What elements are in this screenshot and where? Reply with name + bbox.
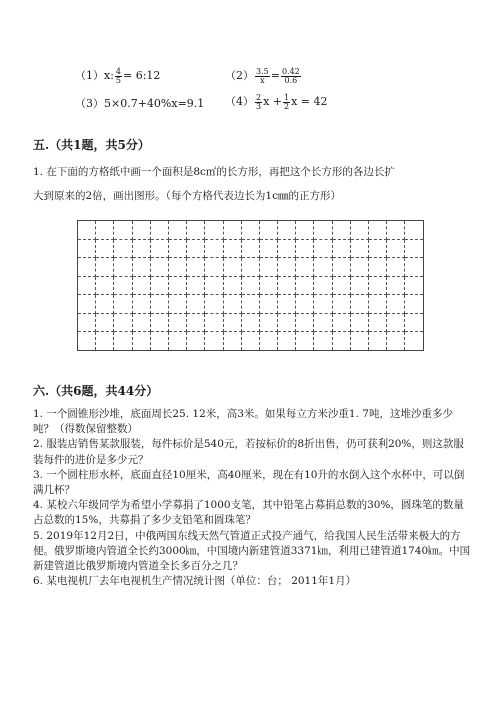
grid-cell[interactable]: [369, 295, 387, 314]
equation-4-rhs: x = 42: [291, 95, 328, 108]
grid-cell[interactable]: [78, 313, 96, 332]
numerator: 3.5: [256, 66, 269, 76]
grid-cell[interactable]: [168, 332, 186, 351]
grid-cell[interactable]: [223, 239, 241, 258]
grid-cell[interactable]: [96, 295, 114, 314]
grid-cell[interactable]: [96, 313, 114, 332]
grid-cell[interactable]: [78, 221, 96, 240]
grid-cell[interactable]: [187, 332, 205, 351]
grid-cell[interactable]: [168, 313, 186, 332]
grid-row: [78, 258, 424, 277]
fraction: [283, 94, 290, 111]
grid-cell[interactable]: [278, 258, 296, 277]
grid-cell[interactable]: [369, 276, 387, 295]
grid-cell[interactable]: [150, 221, 168, 240]
grid-cell[interactable]: [241, 332, 259, 351]
grid-cell[interactable]: [350, 313, 368, 332]
grid-row: [78, 332, 424, 351]
grid-row: [78, 295, 424, 314]
equation-4: [225, 93, 328, 111]
equals-sign: =: [270, 69, 280, 82]
denominator: 0.6: [284, 75, 298, 85]
fraction: [115, 68, 122, 85]
grid-cell[interactable]: [96, 276, 114, 295]
grid-cell[interactable]: [405, 313, 423, 332]
grid-cell[interactable]: [96, 239, 114, 258]
grid-cell[interactable]: [187, 221, 205, 240]
grid-cell[interactable]: [78, 295, 96, 314]
question-line: 1. 在下面的方格纸中画一个面积是8c㎡的长方形，再把这个长方形的各边长扩: [33, 166, 395, 178]
numerator: 2: [256, 92, 262, 102]
grid-row: [78, 239, 424, 258]
grid-cell[interactable]: [296, 221, 314, 240]
grid-cell[interactable]: [350, 258, 368, 277]
grid-cell[interactable]: [205, 258, 223, 277]
section-5-title: 五.（共1题，共5分）: [33, 138, 150, 152]
grid-cell[interactable]: [114, 332, 132, 351]
grid-cell[interactable]: [278, 313, 296, 332]
grid-cell[interactable]: [187, 258, 205, 277]
question-item: 6. 某电视机厂去年电视机生产情况统计图（单位：台； 2011年1月）: [33, 575, 357, 588]
grid-cell[interactable]: [223, 276, 241, 295]
grid-cell[interactable]: [332, 239, 350, 258]
fraction: [281, 68, 301, 85]
numerator: 4: [115, 66, 122, 76]
grid-cell[interactable]: [205, 221, 223, 240]
equation-3-text: 5×0.7+40%x=9.1: [104, 97, 205, 110]
grid-cell[interactable]: [132, 295, 150, 314]
grid-cell[interactable]: [387, 258, 405, 277]
grid-cell[interactable]: [132, 239, 150, 258]
grid-cell[interactable]: [114, 276, 132, 295]
equation-3: [75, 95, 204, 111]
grid-cell[interactable]: [241, 258, 259, 277]
grid-cell[interactable]: [278, 276, 296, 295]
grid-cell[interactable]: [405, 239, 423, 258]
grid-cell[interactable]: [387, 295, 405, 314]
grid-cell[interactable]: [168, 295, 186, 314]
grid-cell[interactable]: [187, 239, 205, 258]
grid-cell[interactable]: [278, 295, 296, 314]
grid-cell[interactable]: [405, 332, 423, 351]
grid-cell[interactable]: [187, 276, 205, 295]
grid-cell[interactable]: [150, 276, 168, 295]
grid-cell[interactable]: [314, 313, 332, 332]
grid-cell[interactable]: [296, 295, 314, 314]
grid-cell[interactable]: [78, 258, 96, 277]
grid-cell[interactable]: [150, 332, 168, 351]
grid-cell[interactable]: [132, 276, 150, 295]
grid-cell[interactable]: [332, 276, 350, 295]
grid-cell[interactable]: [405, 276, 423, 295]
grid-cell[interactable]: [369, 221, 387, 240]
denominator: 5: [115, 75, 122, 85]
fraction: [255, 68, 270, 85]
grid-cell[interactable]: [114, 313, 132, 332]
grid-cell[interactable]: [150, 295, 168, 314]
grid-cell[interactable]: [387, 221, 405, 240]
grid-cell[interactable]: [132, 313, 150, 332]
grid-cell[interactable]: [241, 276, 259, 295]
grid-cell[interactable]: [168, 221, 186, 240]
grid-cell[interactable]: [405, 221, 423, 240]
grid-cell[interactable]: [205, 313, 223, 332]
grid-cell[interactable]: [223, 221, 241, 240]
grid-cell[interactable]: [314, 221, 332, 240]
question-item: 3. 一个圆柱形水杯，底面直径10厘米，高40厘米，现在有10升的水倒入这个水杯中，可以倒满几杯？: [33, 468, 465, 497]
equation-1-label: （1）: [75, 69, 104, 82]
grid-cell[interactable]: [296, 258, 314, 277]
grid-cell[interactable]: [350, 239, 368, 258]
grid-cell[interactable]: [332, 313, 350, 332]
grid-cell[interactable]: [296, 239, 314, 258]
question-item: 4. 某校六年级同学为希望小学募捐了1000支笔，其中铅笔占募捐总数的30%，圆珠笔的数量占总数的15%，共募捐了多少支铅笔和圆珠笔？: [33, 499, 464, 527]
question-item: 5. 2019年12月2日，中俄两国东线天然气管道正式投产通气，给我国人民生活带来极大的方便。俄罗斯境内管道全长约3000㎞，中国境内新建管道3371㎞，利用已建管道1740㎞。中国新建管道比俄罗斯境内管道全长多百分之几？: [33, 529, 471, 573]
denominator: x: [260, 75, 265, 85]
grid-cell[interactable]: [259, 313, 277, 332]
grid-cell[interactable]: [223, 332, 241, 351]
grid-cell[interactable]: [332, 295, 350, 314]
grid-cell[interactable]: [369, 239, 387, 258]
grid-cell[interactable]: [223, 313, 241, 332]
grid-cell[interactable]: [241, 295, 259, 314]
grid-cell[interactable]: [259, 295, 277, 314]
grid-cell[interactable]: [168, 258, 186, 277]
grid-cell[interactable]: [96, 258, 114, 277]
grid-cell[interactable]: [205, 276, 223, 295]
equation-2-label: （2）: [225, 69, 254, 82]
equation-1-rhs: = 6:12: [123, 69, 161, 82]
grid-cell[interactable]: [296, 332, 314, 351]
grid-cell[interactable]: [259, 276, 277, 295]
grid-cell[interactable]: [332, 221, 350, 240]
grid-cell[interactable]: [150, 313, 168, 332]
grid-cell[interactable]: [132, 221, 150, 240]
grid-cell[interactable]: [187, 313, 205, 332]
grid-cell[interactable]: [314, 276, 332, 295]
numerator: 0.42: [281, 66, 300, 76]
grid-cell[interactable]: [205, 239, 223, 258]
grid-cell[interactable]: [205, 295, 223, 314]
equation-3-label: （3）: [75, 97, 104, 110]
question-line: 大到原来的2倍，画出图形。（每个方格代表边长为1c㎜的正方形）: [33, 190, 341, 202]
grid-cell[interactable]: [114, 258, 132, 277]
grid-paper[interactable]: [77, 220, 424, 351]
grid-cell[interactable]: [168, 239, 186, 258]
grid-cell[interactable]: [332, 332, 350, 351]
grid-cell[interactable]: [296, 276, 314, 295]
grid-cell[interactable]: [187, 295, 205, 314]
grid-cell[interactable]: [405, 258, 423, 277]
grid-cell[interactable]: [278, 332, 296, 351]
equation-2: [225, 67, 302, 85]
grid-cell[interactable]: [369, 313, 387, 332]
question-item: 2. 服装店销售某款服装，每件标价是540元，若按标价的8折出售，仍可获利20%，则这款服装每件的进价是多少元？: [33, 438, 464, 466]
numerator: 1: [284, 92, 290, 102]
grid-cell[interactable]: [223, 258, 241, 277]
grid-row: [78, 276, 424, 295]
grid-row: [78, 221, 424, 240]
grid-cell[interactable]: [314, 332, 332, 351]
grid-cell[interactable]: [114, 295, 132, 314]
grid-cell[interactable]: [241, 239, 259, 258]
grid-cell[interactable]: [168, 276, 186, 295]
grid-cell[interactable]: [405, 295, 423, 314]
grid-cell[interactable]: [150, 239, 168, 258]
grid-cell[interactable]: [314, 258, 332, 277]
denominator: 3: [256, 101, 262, 111]
grid-cell[interactable]: [114, 221, 132, 240]
section-6-questions: [33, 407, 473, 589]
grid-cell[interactable]: [369, 332, 387, 351]
grid-cell[interactable]: [314, 295, 332, 314]
equation-1: [75, 67, 160, 85]
section-5-question-1: [33, 160, 473, 208]
equation-4-mid: x +: [263, 95, 283, 108]
equation-1-var: x:: [104, 69, 114, 82]
grid-cell[interactable]: [387, 276, 405, 295]
grid-cell[interactable]: [114, 239, 132, 258]
grid-cell[interactable]: [296, 313, 314, 332]
grid-cell[interactable]: [96, 221, 114, 240]
grid-row: [78, 313, 424, 332]
grid-cell[interactable]: [259, 239, 277, 258]
grid-cell[interactable]: [205, 332, 223, 351]
grid-cell[interactable]: [332, 258, 350, 277]
grid-cell[interactable]: [259, 221, 277, 240]
grid-cell[interactable]: [241, 221, 259, 240]
grid-cell[interactable]: [96, 332, 114, 351]
section-6-title: 六.（共6题，共44分）: [33, 384, 159, 398]
grid-cell[interactable]: [350, 295, 368, 314]
grid-cell[interactable]: [314, 239, 332, 258]
grid-cell[interactable]: [78, 276, 96, 295]
grid-cell[interactable]: [278, 221, 296, 240]
grid-cell[interactable]: [241, 313, 259, 332]
equation-4-label: （4）: [225, 95, 254, 108]
grid-cell[interactable]: [278, 239, 296, 258]
grid-cell[interactable]: [387, 239, 405, 258]
grid-cell[interactable]: [259, 332, 277, 351]
grid-cell[interactable]: [259, 258, 277, 277]
grid-cell[interactable]: [132, 258, 150, 277]
grid-cell[interactable]: [350, 221, 368, 240]
grid-cell[interactable]: [150, 258, 168, 277]
grid-cell[interactable]: [223, 295, 241, 314]
grid-cell[interactable]: [387, 313, 405, 332]
grid-cell[interactable]: [350, 332, 368, 351]
grid-cell[interactable]: [387, 332, 405, 351]
grid-cell[interactable]: [78, 332, 96, 351]
grid-cell[interactable]: [369, 258, 387, 277]
grid-cell[interactable]: [78, 239, 96, 258]
question-item: 1. 一个圆锥形沙堆，底面周长25. 12米，高3米。如果每立方米沙重1. 7吨，这堆沙重多少吨？（得数保留整数）: [33, 408, 453, 436]
grid-cell[interactable]: [350, 276, 368, 295]
denominator: 2: [284, 101, 290, 111]
grid-cell[interactable]: [132, 332, 150, 351]
fraction: [255, 94, 262, 111]
